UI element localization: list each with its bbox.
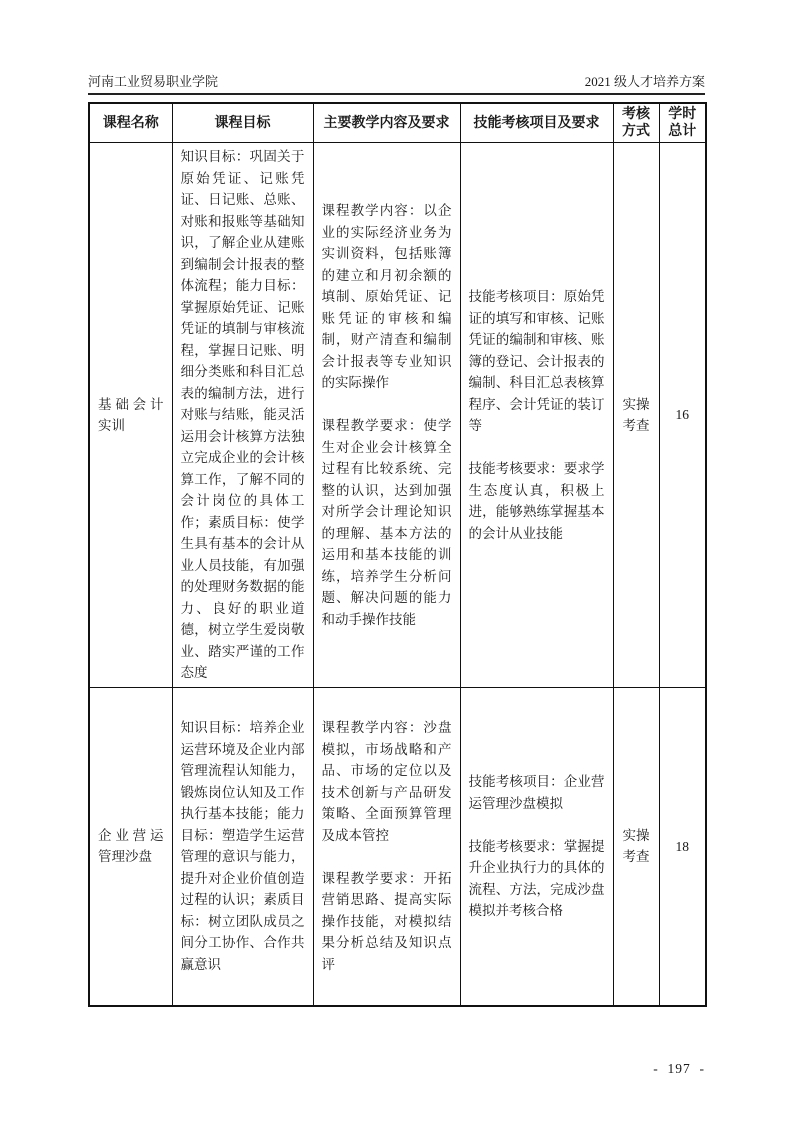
assessment-method-cell: 实操考查	[613, 143, 659, 688]
total-hours-cell: 16	[659, 143, 706, 688]
course-name-cell: 基础会计实训	[89, 143, 172, 688]
assessment-items-paragraph: 技能考核项目：原始凭证的填写和审核、记账凭证的编制和审核、账簿的登记、会计报表的编制、科目汇总表核算程序、会计凭证的装订等	[468, 289, 605, 433]
teaching-content-cell	[313, 143, 460, 688]
table-header-row	[89, 103, 706, 143]
course-name-cell: 企业营运管理沙盘	[89, 688, 172, 1006]
table-row	[89, 688, 706, 1006]
document-footer	[88, 1045, 705, 1093]
header-school-name: 河南工业贸易职业学院	[88, 74, 219, 89]
col-header-teaching-content: 主要教学内容及要求	[313, 103, 460, 143]
course-objectives-cell: 知识目标：培养企业运营环境及企业内部管理流程认知能力，锻炼岗位认知及工作执行基本技能；能力目标：塑造学生运营管理的意识与能力，提升对企业价值创造过程的认识；素质目标：树立团队成员之间分工协作、合作共赢意识	[172, 688, 313, 1006]
col-header-course-objectives: 课程目标	[172, 103, 313, 143]
teaching-requirements-paragraph: 课程教学要求：开拓营销思路、提高实际操作技能，对模拟结果分析总结及知识点评	[321, 870, 452, 972]
col-header-assessment-method: 考核方式	[613, 103, 659, 143]
assessment-items-paragraph: 技能考核项目：企业营运管理沙盘模拟	[468, 774, 605, 811]
total-hours-cell: 18	[659, 688, 706, 1006]
course-table	[88, 102, 707, 1007]
header-program-title: 2021 级人才培养方案	[584, 74, 705, 89]
document-header	[88, 74, 705, 95]
teaching-content-paragraph: 课程教学内容：以企业的实际经济业务为实训资料，包括账簿的建立和月初余额的填制、原始凭证、记账凭证的审核和编制，财产清查和编制会计报表等专业知识的实际操作	[321, 203, 452, 390]
table-row	[89, 143, 706, 688]
col-header-skill-assessment: 技能考核项目及要求	[460, 103, 613, 143]
col-header-total-hours: 学时总计	[659, 103, 706, 143]
teaching-requirements-paragraph: 课程教学要求：使学生对企业会计核算全过程有比较系统、完整的认识，达到加强对所学会计理论知识的理解、基本方法的运用和基本技能的训练，培养学生分析问题、解决问题的能力和动手操作技能	[321, 418, 452, 627]
page-number: - 197 -	[653, 1060, 705, 1076]
teaching-content-cell	[313, 688, 460, 1006]
teaching-content-paragraph: 课程教学内容：沙盘模拟，市场战略和产品、市场的定位以及技术创新与产品研发策略、全面预算管理及成本管控	[321, 720, 452, 843]
skill-assessment-cell	[460, 688, 613, 1006]
skill-assessment-cell	[460, 143, 613, 688]
course-objectives-cell: 知识目标：巩固关于原始凭证、记账凭证、日记账、总账、对账和报账等基础知识，了解企业从建账到编制会计报表的整体流程；能力目标：掌握原始凭证、记账凭证的填制与审核流程，掌握日记账、明细分类账和科目汇总表的编制方法，进行对账与结账，能灵活运用会计核算方法独立完成企业的会计核算工作，了解不同的会计岗位的具体工作；素质目标：使学生具有基本的会计从业人员技能，有加强的处理财务数据的能力、良好的职业道德，树立学生爱岗敬业、踏实严谨的工作态度	[172, 143, 313, 688]
assessment-requirements-paragraph: 技能考核要求：掌握提升企业执行力的具体的流程、方法，完成沙盘模拟并考核合格	[468, 838, 605, 918]
assessment-method-cell: 实操考查	[613, 688, 659, 1006]
col-header-course-name: 课程名称	[89, 103, 172, 143]
assessment-requirements-paragraph: 技能考核要求：要求学生态度认真，积极上进，能够熟练掌握基本的会计从业技能	[468, 461, 605, 541]
